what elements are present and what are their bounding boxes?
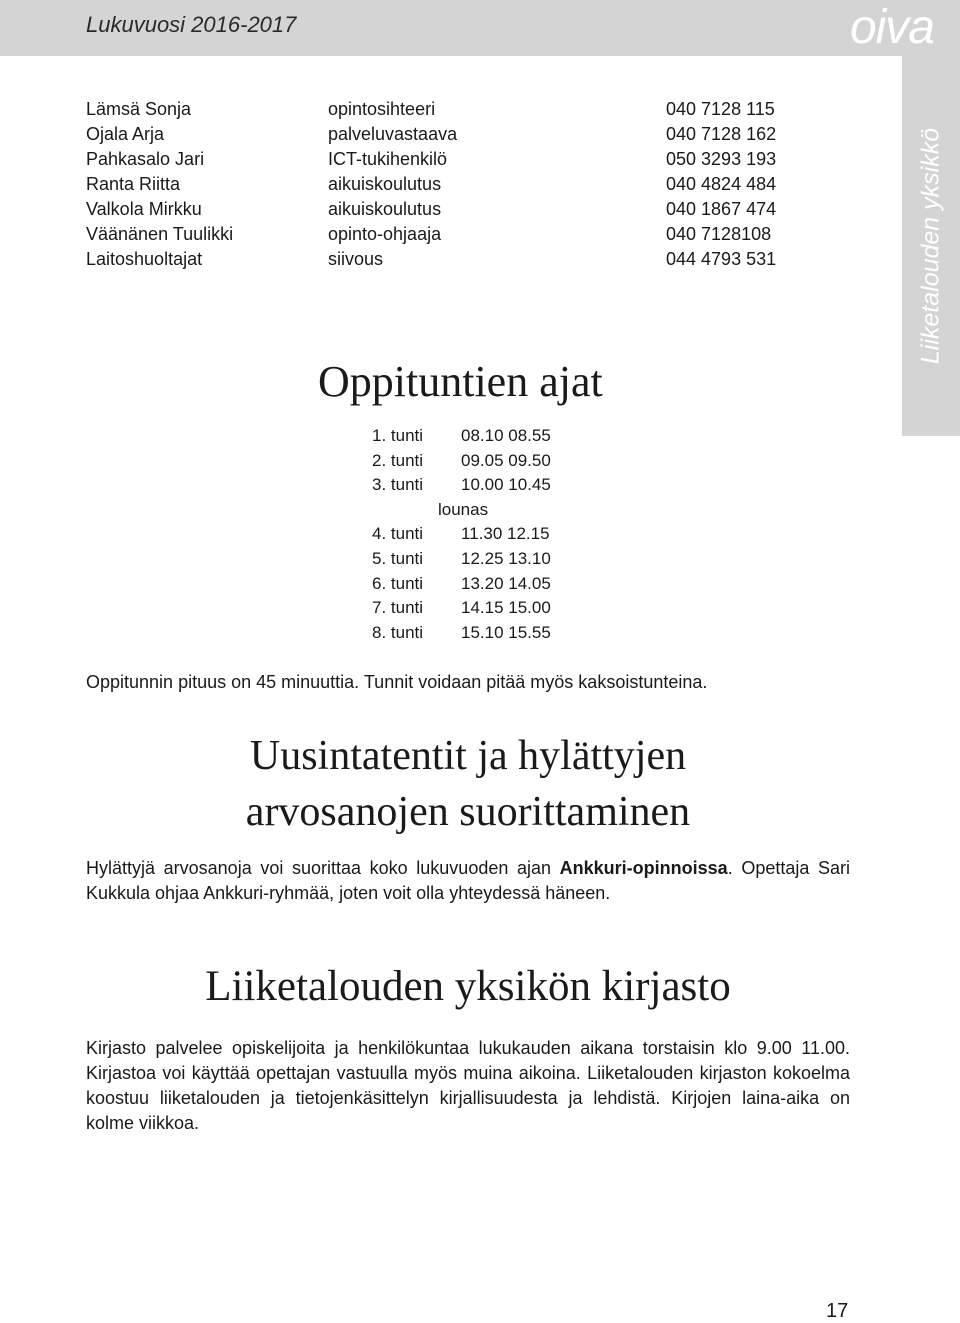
lesson-label: 6. tunti [372,573,424,593]
page-header [0,0,960,56]
ankkuri-bold-text: Ankkuri-opinnoissa [559,858,728,878]
staff-role: ICT-tukihenkilö [328,149,448,169]
staff-role: palveluvastaava [328,124,458,144]
staff-role: aikuiskoulutus [328,199,442,219]
oiva-logo: oiva [849,1,934,54]
staff-role: aikuiskoulutus [328,174,442,194]
library-paragraph: Kirjasto palvelee opiskelijoita ja henkilökuntaa lukukauden aikana torstaisin klo 9.00 11.00. Kirjastoa voi käyttää opettajan vastuulla myös muina aikoina. Liiketalouden kirjaston kokoelma koostuu liiketalouden ja tietojenkäsittelyn kirjallisuudesta ja lehdistä. Kirjojen laina-aika on kolme viikkoa. [86,1038,850,1133]
staff-name: Lämsä Sonja [86,99,192,119]
staff-role: siivous [328,249,384,269]
lesson-length-note: Oppitunnin pituus on 45 minuuttia. Tunnit voidaan pitää myös kaksoistunteina. [86,672,708,692]
lesson-time: 12.25 13.10 [461,548,551,568]
staff-phone: 040 7128 162 [666,124,777,144]
lesson-times-list [372,424,672,645]
staff-row [86,172,806,197]
retakes-heading-line2: arvosanojen suorittaminen [245,789,691,835]
lesson-row [372,522,672,547]
staff-name: Ranta Riitta [86,174,181,194]
lesson-label: 2. tunti [372,450,424,470]
staff-role: opintosihteeri [328,99,436,119]
staff-row [86,147,806,172]
staff-row [86,197,806,222]
page-number: 17 [826,1300,849,1322]
staff-name: Valkola Mirkku [86,199,202,219]
staff-row [86,247,806,272]
lesson-label: 7. tunti [372,598,424,618]
lesson-row [372,449,672,474]
lesson-label: 5. tunti [372,548,424,568]
side-tab [902,56,960,436]
retakes-heading [0,728,936,840]
retakes-text-start: Hylättyjä arvosanoja voi suorittaa koko lukuvuoden ajan [86,858,560,878]
lesson-row [372,424,672,449]
staff-phone: 040 7128108 [666,224,772,244]
lesson-time: 09.05 09.50 [461,450,551,470]
staff-name: Pahkasalo Jari [86,149,205,169]
lesson-label: 4. tunti [372,524,424,544]
lesson-row [372,572,672,597]
retakes-heading-line1: Uusintatentit ja hylättyjen [249,733,687,779]
lunch-row [372,498,672,523]
staff-name: Ojala Arja [86,124,165,144]
lesson-time: 15.10 15.55 [461,622,551,642]
lesson-label: 8. tunti [372,622,424,642]
staff-row [86,222,806,247]
staff-row [86,122,806,147]
staff-row [86,97,806,122]
lesson-time: 11.30 12.15 [461,524,550,544]
lesson-row [372,596,672,621]
lesson-time: 13.20 14.05 [461,573,551,593]
lesson-time: 14.15 15.00 [461,598,551,618]
lesson-time: 08.10 08.55 [461,426,551,445]
lesson-label: 3. tunti [372,475,424,495]
lunch-label: lounas [438,499,489,519]
staff-phone: 040 4824 484 [666,174,777,194]
staff-phone: 040 1867 474 [666,199,777,219]
lesson-label: 1. tunti [372,426,424,445]
side-tab-label: Liiketalouden yksikkö [916,127,945,365]
lesson-time: 10.00 10.45 [461,475,551,495]
lesson-times-heading: Oppituntien ajat [318,357,603,406]
staff-name: Laitoshuoltajat [86,249,203,269]
retakes-paragraph [86,856,850,906]
school-year-title: Lukuvuosi 2016-2017 [86,12,297,37]
staff-role: opinto-ohjaaja [328,224,442,244]
lesson-row [372,473,672,498]
staff-phone: 044 4793 531 [666,249,777,269]
staff-name: Väänänen Tuulikki [86,224,234,244]
lesson-row [372,621,672,646]
staff-phone: 040 7128 115 [666,99,775,119]
staff-list [86,97,806,272]
staff-phone: 050 3293 193 [666,149,777,169]
lesson-row [372,547,672,572]
retakes-text-end: . Opettaja Sari Kukkula ohjaa Ankkuri-ryhmää, joten voit olla yhteydessä häneen. [86,858,850,903]
library-heading: Liiketalouden yksikön kirjasto [205,963,731,1010]
